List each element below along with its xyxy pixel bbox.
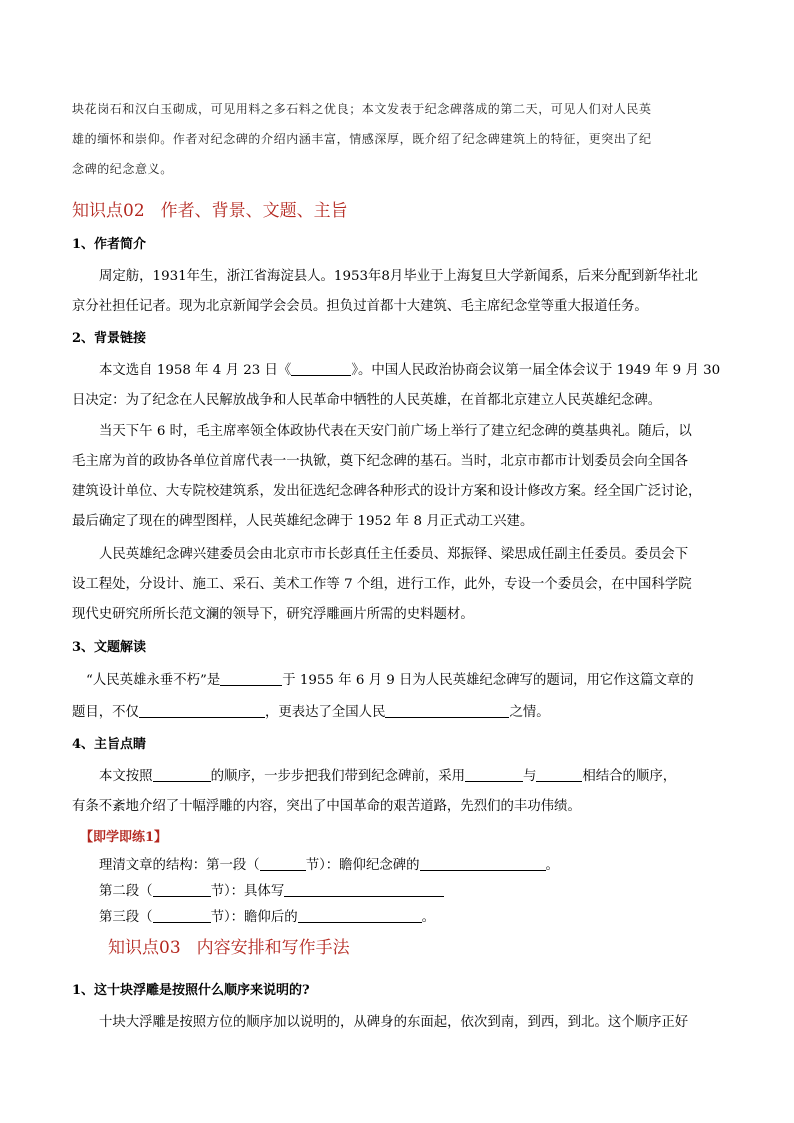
background-section-title: 2、背景链接 (72, 331, 147, 346)
author-section-title: 1、作者简介 (72, 237, 147, 252)
section1-range-blank[interactable] (260, 856, 306, 871)
kp03-heading (108, 936, 350, 960)
background-para-a-line-1: 本文选自 1958 年 4 月 23 日《 》。中国人民政治协商会议第一届全体会议于 1949 年 9 月 30 (99, 363, 721, 378)
background-para-b-line-3: 建筑设计单位、大专院校建筑系，发出征选纪念碑各种形式的设计方案和设计修改方案。经全国广泛讨论， (72, 484, 702, 499)
theme-section-title: 4、主旨点睛 (72, 737, 147, 752)
background-para-c-line-1: 人民英雄纪念碑兴建委员会由北京市市长彭真任主任委员、郑振铎、梁思成任副主任委员。委员会下 (99, 547, 689, 562)
intro-line-2: 雄的缅怀和崇仰。作者对纪念碑的介绍内涵丰富，情感深厚，既介绍了纪念碑建筑上的特征，更突出了纪 (72, 132, 652, 146)
section2-range-blank[interactable] (153, 882, 211, 897)
kp02-title: 作者、背景、文题、主旨 (160, 201, 348, 221)
section3-range-blank[interactable] (153, 908, 211, 923)
practice-label: 【即学即练1】 (80, 830, 168, 845)
order-b-blank[interactable] (536, 767, 582, 782)
emotion-blank[interactable] (385, 703, 509, 718)
theme-para-line-2: 有条不紊地介绍了十幅浮雕的内容，突出了中国革命的艰苦道路，先烈们的丰功伟绩。 (72, 799, 581, 814)
intro-line-3: 念碑的纪念意义。 (72, 162, 173, 176)
background-para-b-line-4: 最后确定了现在的碑型图样，人民英雄纪念碑于 1952 年 8 月正式动工兴建。 (72, 514, 534, 529)
title-para-line-1: “人民英雄永垂不朽”是 于 1955 年 6 月 9 日为人民英雄纪念碑写的题词，用它作这篇文章的 (86, 673, 694, 688)
background-para-c-line-3: 现代史研究所所长范文澜的领导下，研究浮雕画片所需的史料题材。 (72, 607, 474, 622)
title-section-title: 3、文题解读 (72, 640, 147, 655)
background-para-a-line-2: 日决定：为了纪念在人民解放战争和人民革命中牺牲的人民英雄，在首都北京建立人民英雄纪念碑。 (72, 393, 662, 408)
inscriber-blank[interactable] (220, 671, 282, 686)
intro-line-1: 块花岗石和汉白玉砌成，可见用料之多石料之优良；本文发表于纪念碑落成的第二天，可见人们对人民英 (72, 102, 652, 116)
practice-line-1: 理清文章的结构：第一段（ 节）：瞻仰纪念碑的 。 (99, 858, 559, 873)
author-para-line-1: 周定舫，1931年生，浙江省海淀县人。1953年8月毕业于上海复旦大学新闻系，后来分配到新华社北 (99, 269, 698, 284)
theme-para-line-1: 本文按照 的顺序，一步步把我们带到纪念碑前，采用 与 相结合的顺序， (99, 769, 677, 784)
title-para-line-2: 题目，不仅 ，更表达了全国人民 之情。 (72, 705, 550, 720)
meaning-blank[interactable] (139, 703, 265, 718)
section1-content-blank[interactable] (420, 856, 546, 871)
section3-content-blank[interactable] (298, 908, 422, 923)
order-blank[interactable] (153, 767, 211, 782)
practice-line-2: 第二段（ 节）：具体写 (99, 882, 444, 902)
kp03-question-1: 1、这十块浮雕是按照什么顺序来说明的? (72, 983, 310, 998)
kp02-heading (72, 199, 348, 223)
author-para-line-2: 京分社担任记者。现为北京新闻学会会员。担负过首都十大建筑、毛主席纪念堂等重大报道任务。 (72, 299, 648, 314)
kp03-title: 内容安排和写作手法 (196, 938, 350, 958)
kp03-number: 知识点03 (108, 938, 181, 958)
section2-content-blank[interactable] (284, 882, 444, 897)
kp02-number: 知识点02 (72, 201, 145, 221)
background-para-b-line-2: 毛主席为首的政协各单位首席代表一一执锨，奠下纪念碑的基石。当时，北京市都市计划委员会向全国各 (72, 454, 688, 469)
order-a-blank[interactable] (465, 767, 523, 782)
practice-line-3: 第三段（ 节）：瞻仰后的 。 (99, 910, 435, 925)
kp03-answer-1: 十块大浮雕是按照方位的顺序加以说明的，从碑身的东面起，依次到南，到西，到北。这个顺序正好 (99, 1015, 689, 1030)
background-para-b-line-1: 当天下午 6 时，毛主席率领全体政协代表在天安门前广场上举行了建立纪念碑的奠基典礼。随后，以 (99, 424, 692, 439)
background-para-c-line-2: 设工程处，分设计、施工、采石、美术工作等 7 个组，进行工作，此外，专设一个委员会，在中国科学院 (72, 577, 692, 592)
newspaper-blank[interactable] (291, 361, 351, 376)
